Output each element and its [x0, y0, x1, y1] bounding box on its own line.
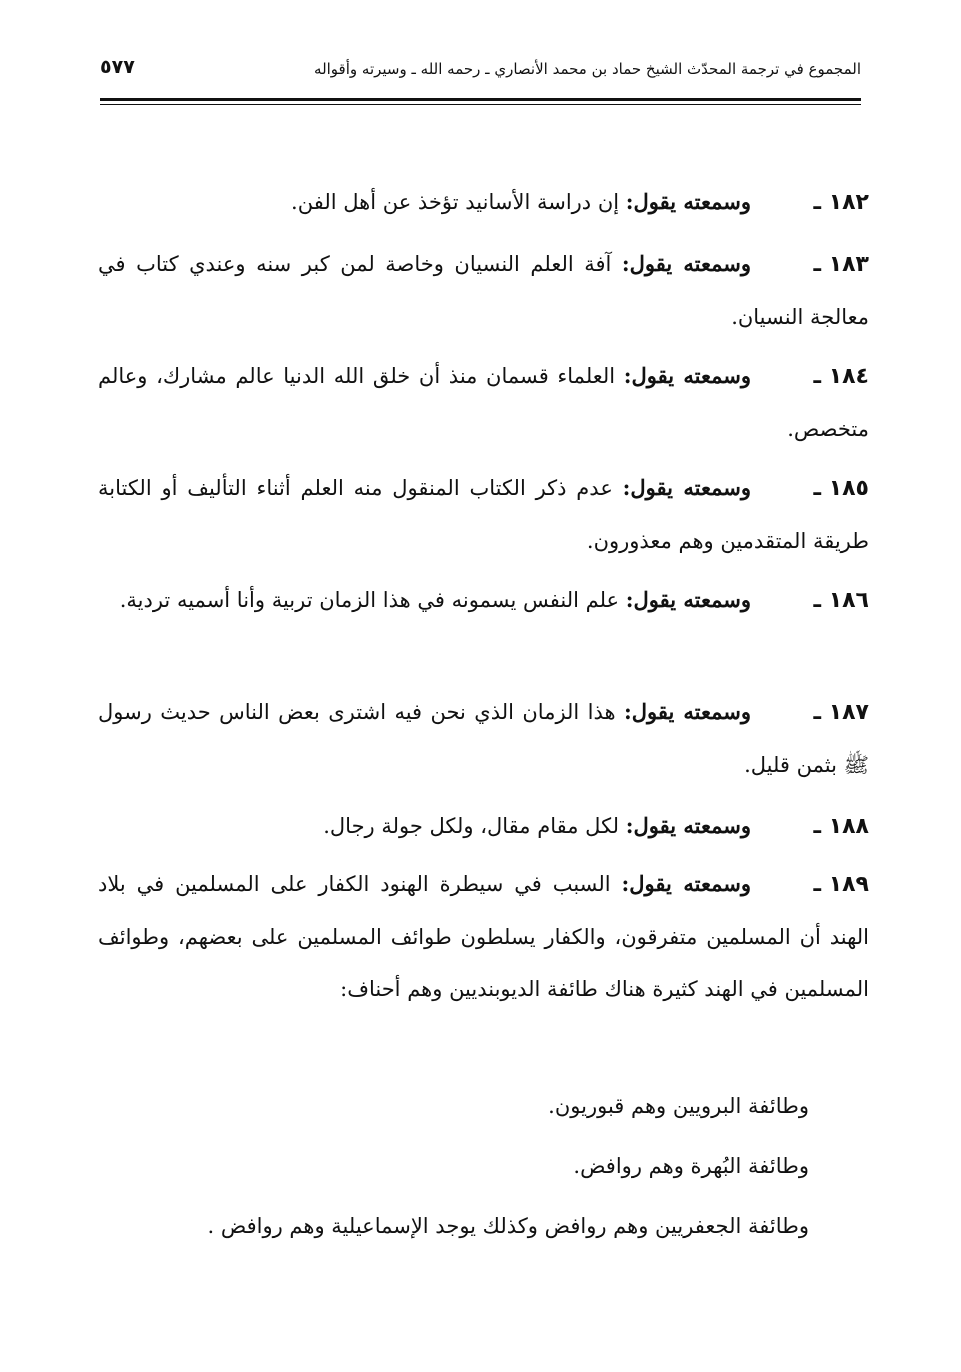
entry-speaker: وسمعته يقول:: [621, 871, 751, 896]
entry-text: هذا الزمان الذي نحن فيه اشترى بعض الناس حديث رسول ﷺ بثمن قليل.: [98, 700, 869, 777]
entry-text: علم النفس يسمونه في هذا الزمان تربية وأنا أسميه تردية.: [119, 588, 626, 612]
entry-number: ١٨٢ ـ: [813, 190, 869, 215]
entry-number: ١٨٦ ـ: [813, 588, 869, 613]
paragraph-jafari: وطائفة الجعفريين وهم روافض وكذلك يوجد الإسماعيلية وهم روافض .: [207, 1214, 809, 1238]
entry-number: ١٨٧ ـ: [813, 700, 869, 725]
entry-speaker: وسمعته يقول:: [625, 813, 751, 838]
entry-number: ١٨٩ ـ: [813, 872, 869, 897]
entry-speaker: وسمعته يقول:: [622, 475, 751, 500]
entry-186: [98, 574, 869, 627]
entry-number: ١٨٨ ـ: [813, 814, 869, 839]
entry-184: [98, 350, 869, 455]
entry-text: عدم ذكر الكتاب المنقول منه العلم أثناء التأليف أو الكتابة طريقة المتقدمين وهم معذورون.: [98, 476, 869, 553]
header-rule-thin: [100, 104, 861, 105]
entry-text: إن دراسة الأسانيد تؤخذ عن أهل الفن.: [291, 190, 626, 214]
entry-speaker: وسمعته يقول:: [625, 189, 751, 214]
entry-number: ١٨٣ ـ: [813, 252, 869, 277]
entry-number: ١٨٥ ـ: [813, 476, 869, 501]
entry-text: السبب في سيطرة الهنود الكفار على المسلمين في بلاد الهند أن المسلمين متفرقون، والكفار يسلطون طوائف المسلمين على بعضهم، وطوائف المسلمين في الهند كثيرة هناك طائفة الديوبنديين وهم أحناف:: [98, 872, 869, 1001]
page-number: ٥٧٧: [100, 56, 135, 78]
entry-speaker: وسمعته يقول:: [625, 587, 751, 612]
entry-183: [98, 238, 869, 343]
paragraph-bohra: وطائفة البُهرة وهم روافض.: [573, 1154, 809, 1178]
entry-number: ١٨٤ ـ: [813, 364, 869, 389]
entry-text: آفة العلم النسيان وخاصة لمن كبر سنه وعندي كتاب في معالجة النسيان.: [98, 252, 869, 329]
paragraph-barelvi: وطائفة البرويين وهم قبوريون.: [548, 1094, 809, 1118]
entry-189: [98, 858, 869, 1015]
entry-187: [98, 686, 869, 791]
header-rule-thick: [100, 98, 861, 101]
entry-182: [98, 176, 869, 229]
header-title: المجموع في ترجمة المحدّث الشيخ حماد بن محمد الأنصاري ـ رحمه الله ـ وسيرته وأقواله: [314, 60, 861, 78]
entry-speaker: وسمعته يقول:: [623, 363, 751, 388]
entry-188: [98, 800, 869, 853]
entry-speaker: وسمعته يقول:: [624, 699, 751, 724]
entry-speaker: وسمعته يقول:: [621, 251, 751, 276]
running-header: [100, 52, 861, 92]
entry-185: [98, 462, 869, 567]
entry-text: العلماء قسمان منذ أن خلق الله الدنيا عالم مشارك، وعالم متخصص.: [98, 364, 869, 441]
entry-text: لكل مقام مقال، ولكل جولة رجال.: [323, 814, 626, 838]
